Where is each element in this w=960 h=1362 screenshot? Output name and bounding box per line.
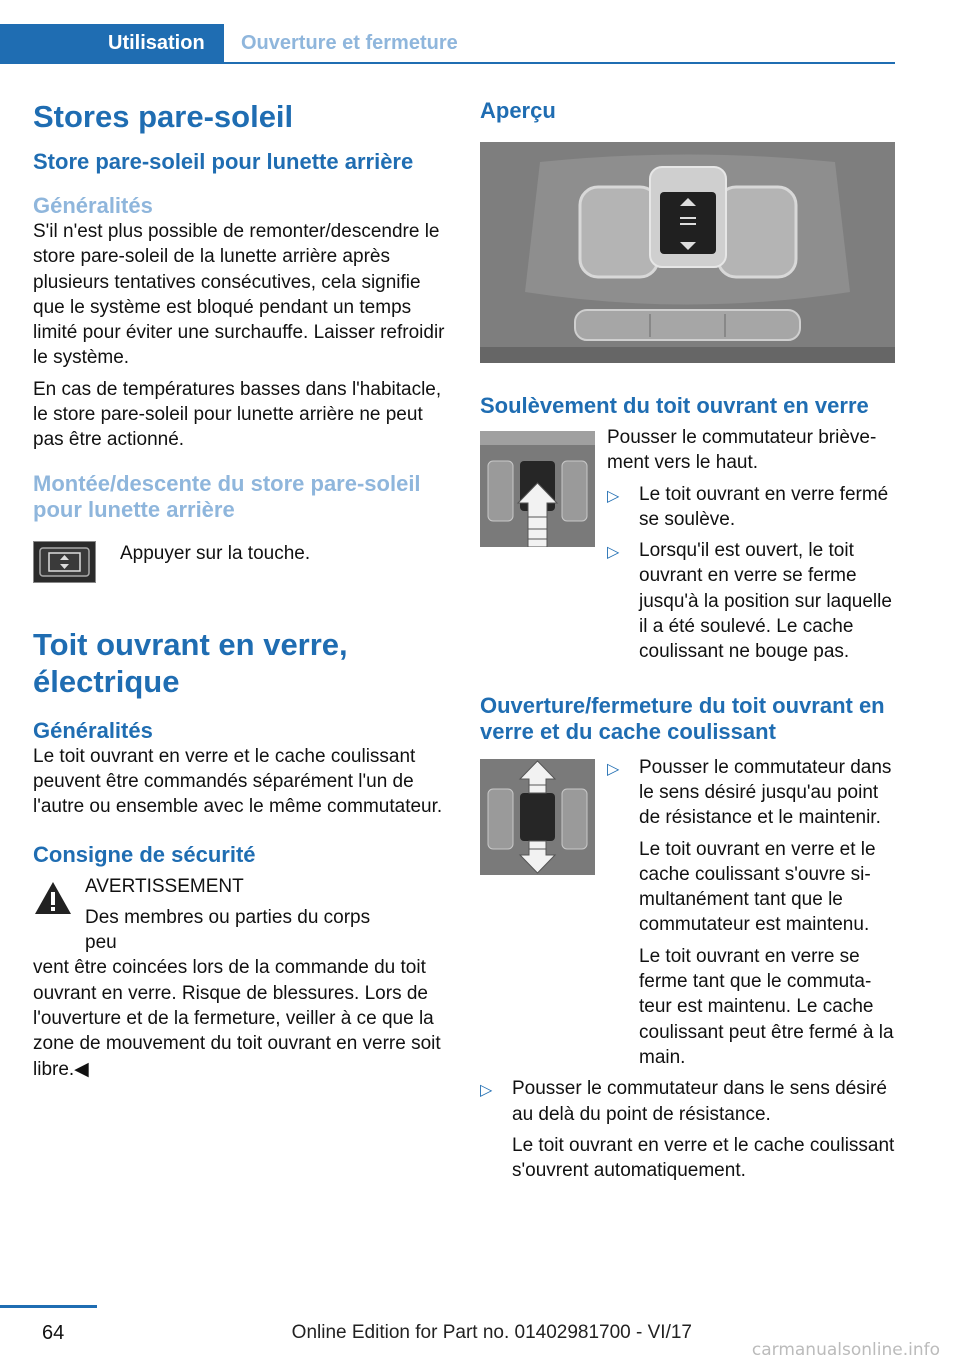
ouverture-block [480, 755, 895, 1071]
bullet-triangle-icon: ▷ [607, 544, 620, 562]
list-item [480, 1076, 895, 1183]
ouverture-step-1-detail: Le toit ouvrant en verre et le cache coulissant s'ouvre simultanément tant que le commutateur est maintenu. [639, 838, 876, 936]
rear-blind-button-icon [33, 541, 96, 583]
right-column [480, 98, 895, 1183]
watermark: carmanualsonline.info [751, 1340, 940, 1360]
soulevement-intro: Pousser le commutateur brièvement vers le haut. [607, 427, 877, 474]
left-column [33, 98, 448, 1082]
tab-utilisation[interactable]: Utilisation [0, 24, 224, 62]
footer-rule [0, 1305, 97, 1308]
list-item: ▷ Lorsqu'il est ouvert, le toit ouvrant en verre se ferme jusqu'à la position sur laquelle il a été soulevé. Le cache coulissant ne bouge pas. [607, 540, 892, 663]
heading-consigne-securite: Consigne de sécurité [33, 841, 256, 867]
ouverture-step-1-detail-2: Le toit ouvrant en verre se ferme tant que le commutateur est maintenu. Le cache coulissant peut être fermé à la main. [639, 945, 894, 1068]
warning-title: AVERTISSEMENT [85, 875, 244, 897]
bullet-triangle-icon: ▷ [480, 1082, 493, 1100]
heading-toit-ouvrant: Toit ouvrant en verre, électrique [33, 626, 348, 699]
edition-text: Online Edition for Part no. 01402981700 - VI/17 [291, 1322, 692, 1343]
switch-push-both-photo [480, 759, 595, 875]
ouverture-step-1: Pousser le commutateur dans le sens désiré jusqu'au point de résistance et le maintenir. [639, 756, 892, 829]
appuyer-touche-text: Appuyer sur la touche. [120, 542, 311, 564]
button-instruction-row [33, 541, 448, 583]
bullet-triangle-icon: ▷ [607, 487, 620, 505]
paragraph-basses-temperatures: En cas de températures basses dans l'habitacle, le store pare-soleil pour lunette arrière ne peut pas être actionné. [33, 378, 442, 451]
heading-stores-pare-soleil: Stores pare-soleil [33, 99, 294, 134]
heading-apercu: Aperçu [480, 98, 556, 123]
switch-push-up-photo [480, 431, 595, 547]
overhead-console-photo [480, 142, 895, 363]
list-item [607, 755, 895, 1071]
ouverture-step-2: Pousser le commutateur dans le sens désiré au delà du point de résistance. [512, 1078, 887, 1125]
warning-block [33, 874, 448, 956]
heading-generalites-store: Généralités [33, 193, 153, 218]
heading-montee-descente: Montée/descente du store pare-soleil pour lunette arrière [33, 470, 421, 522]
ouverture-step-2-detail: Le toit ouvrant en verre et le cache coulissant s'ouvrent automatiquement. [512, 1134, 895, 1182]
warning-text-first: Des membres ou parties du corps peu [85, 906, 371, 954]
heading-ouverture-fermeture: Ouverture/fermeture du toit ouvrant en verre et du cache coulissant [480, 692, 885, 744]
page-number: 64 [42, 1322, 65, 1344]
tab-ouverture-fermeture[interactable]: Ouverture et fermeture [241, 32, 458, 54]
paragraph-commande-separee: Le toit ouvrant en verre et le cache coulissant peuvent être commandés séparément l'un de l'autre ou ensemble avec le même commutateur. [33, 745, 443, 818]
list-item: ▷ Le toit ouvrant en verre fermé se soulève. [607, 483, 889, 530]
bullet-triangle-icon: ▷ [607, 760, 620, 778]
warning-triangle-icon [33, 880, 73, 916]
heading-soulevement: Soulèvement du toit ouvrant en verre [480, 393, 869, 418]
paragraph-blocage: S'il n'est plus possible de remonter/descendre le store pare-soleil de la lunette arrière après plusieurs tentatives consécutives, cela signifie que le système est bloqué pendant un temps limité pour éviter une surchauffe. Laisser refroidir le système. [33, 221, 445, 369]
soulevement-block [480, 425, 895, 665]
heading-store-lunette-arriere: Store pare-soleil pour lunette arrière [33, 149, 414, 174]
heading-generalites-toit: Généralités [33, 717, 153, 743]
warning-text: vent être coincées lors de la commande du toit ouvrant en verre. Risque de blessures. Lors de l'ouverture et de la fermeture, veiller à ce que la zone de mouvement du toit ouvrant en verre soit libre.◀ [33, 957, 441, 1080]
